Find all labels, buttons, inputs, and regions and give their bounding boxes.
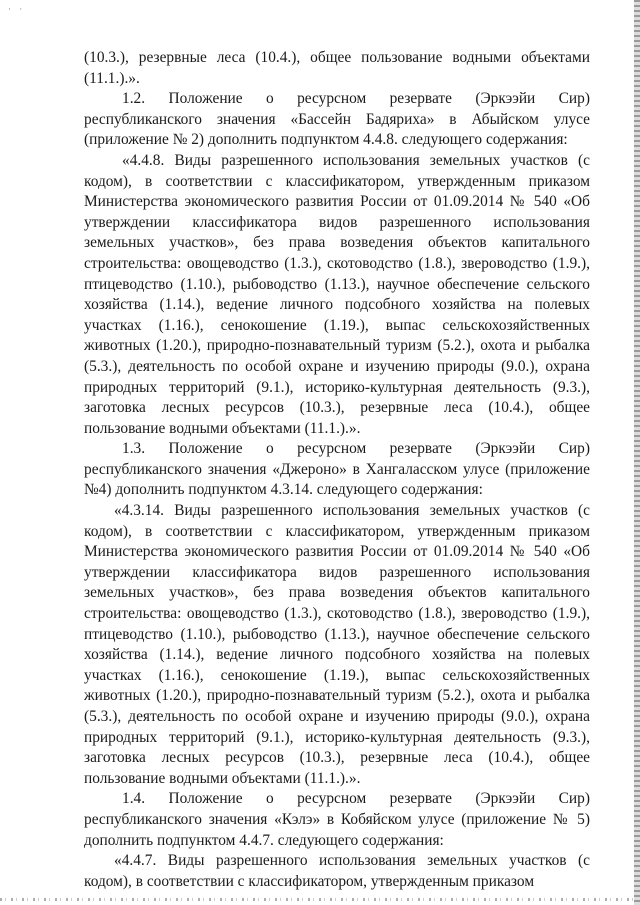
paragraph-1-2: 1.2. Положение о ресурсном резервате (Эркээйи Сир) республиканского значения «Бассейн Бадяриха» в Абыйском улусе (приложение № 2) дополнить подпунктом 4.4.8. следующего содержания: xyxy=(84,90,590,149)
scan-page-edge xyxy=(634,0,640,905)
scan-bottom-noise xyxy=(0,898,634,901)
paragraph-4-4-7: «4.4.7. Виды разрешенного использования земельных участков (с кодом), в соответствии с классификатором, утвержденным приказом xyxy=(84,852,590,890)
paragraph-1-3: 1.3. Положение о ресурсном резервате (Эркээйи Сир) республиканского значения «Джероно» в Хангаласском улусе (приложение №4) дополнить подпунктом 4.3.14. следующего содержания: xyxy=(84,440,590,499)
document-body xyxy=(84,48,590,892)
scan-artifact: · · xyxy=(8,4,26,14)
paragraph-4-4-8: «4.4.8. Виды разрешенного использования земельных участков (с кодом), в соответствии с классификатором, утвержденным приказом Министерства экономического развития России от 01.09.2014 № 540 «Об утверждении классификатора видов разрешенного использования земельных участков», без права возведения объектов капитального строительства: овощеводство (1.3.), скотоводство (1.8.), звероводство (1.9.), птицеводство (1.10.), рыбоводство (1.13.), научное обеспечение сельского хозяйства (1.14.), ведение личного подсобного хозяйства на полевых участках (1.16.), сенокошение (1.19.), выпас сельскохозяйственных животных (1.20.), природно-познавательный туризм (5.2.), охота и рыбалка (5.3.), деятельность по особой охране и изучению природы (9.0.), охрана природных территорий (9.1.), историко-культурная деятельность (9.3.), заготовка лесных ресурсов (10.3.), резервные леса (10.4.), общее пользование водными объектами (11.1.).». xyxy=(84,151,590,437)
paragraph-1-4: 1.4. Положение о ресурсном резервате (Эркээйи Сир) республиканского значения «Кэлэ» в Кобяйском улусе (приложение № 5) дополнить подпунктом 4.4.7. следующего содержания: xyxy=(84,790,590,849)
paragraph-continuation: (10.3.), резервные леса (10.4.), общее пользование водными объектами (11.1.).». xyxy=(84,49,590,87)
paragraph-4-3-14: «4.3.14. Виды разрешенного использования земельных участков (с кодом), в соответствии с классификатором, утвержденным приказом Министерства экономического развития России от 01.09.2014 № 540 «Об утверждении классификатора видов разрешенного использования земельных участков», без права возведения объектов капитального строительства: овощеводство (1.3.), скотоводство (1.8.), звероводство (1.9.), птицеводство (1.10.), рыбоводство (1.13.), научное обеспечение сельского хозяйства (1.14.), ведение личного подсобного хозяйства на полевых участках (1.16.), сенокошение (1.19.), выпас сельскохозяйственных животных (1.20.), природно-познавательный туризм (5.2.), охота и рыбалка (5.3.), деятельность по особой охране и изучению природы (9.0.), охрана природных территорий (9.1.), историко-культурная деятельность (9.3.), заготовка лесных ресурсов (10.3.), резервные леса (10.4.), общее пользование водными объектами (11.1.).». xyxy=(84,502,590,787)
